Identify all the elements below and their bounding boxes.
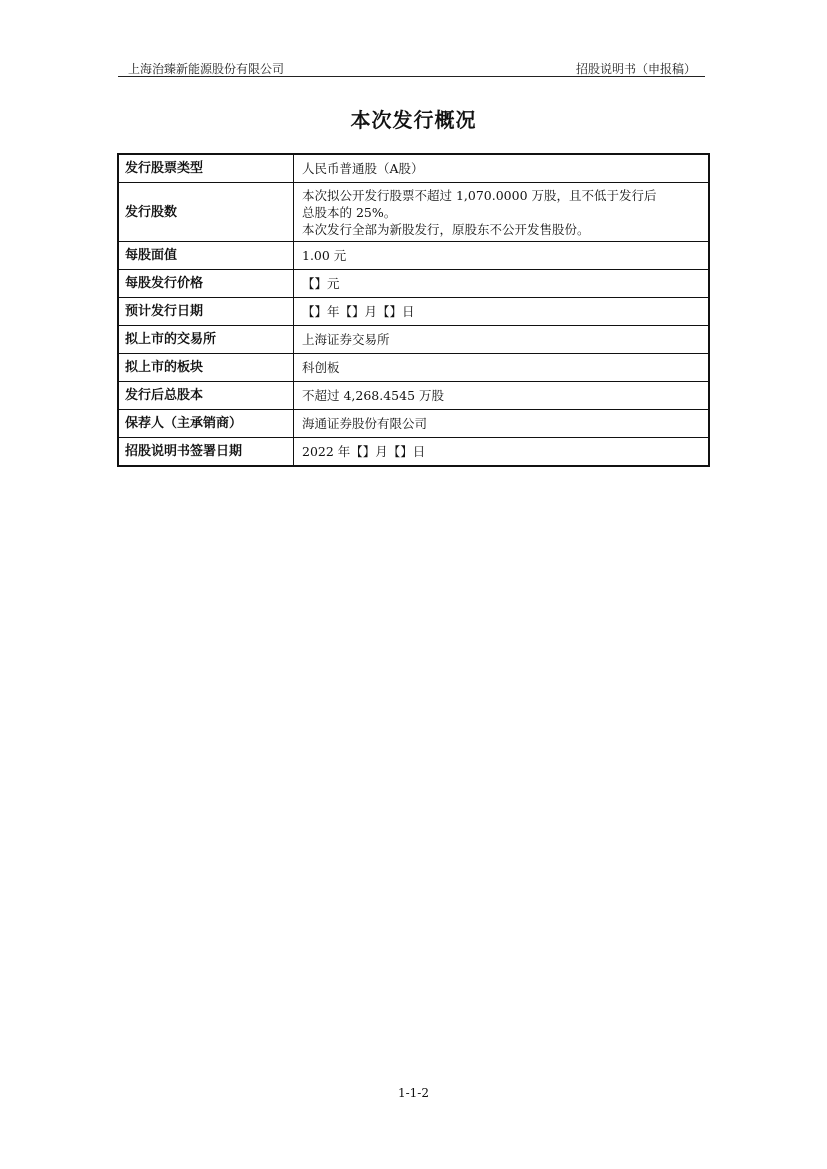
row-label: 发行股数 — [118, 183, 294, 242]
row-value — [294, 354, 710, 382]
row-value-line: 【】年【】月【】日 — [302, 304, 415, 319]
row-value — [294, 154, 710, 183]
row-label: 发行股票类型 — [118, 154, 294, 183]
row-label: 拟上市的交易所 — [118, 326, 294, 354]
row-label: 发行后总股本 — [118, 382, 294, 410]
row-value-line: 人民币普通股（A股） — [302, 161, 424, 176]
page-title: 本次发行概况 — [350, 108, 477, 132]
row-value — [294, 410, 710, 438]
offering-overview-table — [117, 153, 710, 467]
row-value-line: 1.00 元 — [302, 248, 347, 263]
row-value — [294, 382, 710, 410]
table-row — [118, 410, 709, 438]
row-value-line: 不超过 4,268.4545 万股 — [302, 388, 445, 403]
row-label: 每股发行价格 — [118, 270, 294, 298]
row-value-line: 2022 年【】月【】日 — [302, 444, 426, 459]
row-label: 预计发行日期 — [118, 298, 294, 326]
row-value — [294, 298, 710, 326]
header-document-type: 招股说明书（申报稿） — [575, 62, 696, 76]
table-row — [118, 354, 709, 382]
table-row — [118, 326, 709, 354]
header-divider — [118, 76, 705, 77]
table-row — [118, 298, 709, 326]
row-value-line: 科创板 — [302, 360, 340, 375]
row-value — [294, 270, 710, 298]
table-row — [118, 382, 709, 410]
table-row — [118, 242, 709, 270]
row-label: 保荐人（主承销商） — [118, 410, 294, 438]
row-label: 拟上市的板块 — [118, 354, 294, 382]
row-value-line: 上海证券交易所 — [302, 332, 390, 347]
row-value-line: 【】元 — [302, 276, 340, 291]
table-row — [118, 270, 709, 298]
row-value-line: 本次拟公开发行股票不超过 1,070.0000 万股，且不低于发行后 — [302, 187, 657, 203]
row-label: 每股面值 — [118, 242, 294, 270]
row-value — [294, 326, 710, 354]
table-row — [118, 438, 709, 467]
row-label: 招股说明书签署日期 — [118, 438, 294, 467]
row-value — [294, 242, 710, 270]
row-value-line: 本次发行全部为新股发行，原股东不公开发售股份。 — [302, 221, 590, 237]
row-value — [294, 183, 710, 242]
row-value — [294, 438, 710, 467]
table-row — [118, 154, 709, 183]
page-number: 1-1-2 — [397, 1086, 429, 1100]
header-company-name: 上海治臻新能源股份有限公司 — [128, 62, 285, 76]
row-value-line: 海通证券股份有限公司 — [302, 416, 428, 431]
row-value-line: 总股本的 25%。 — [302, 204, 397, 220]
table-row — [118, 183, 709, 242]
